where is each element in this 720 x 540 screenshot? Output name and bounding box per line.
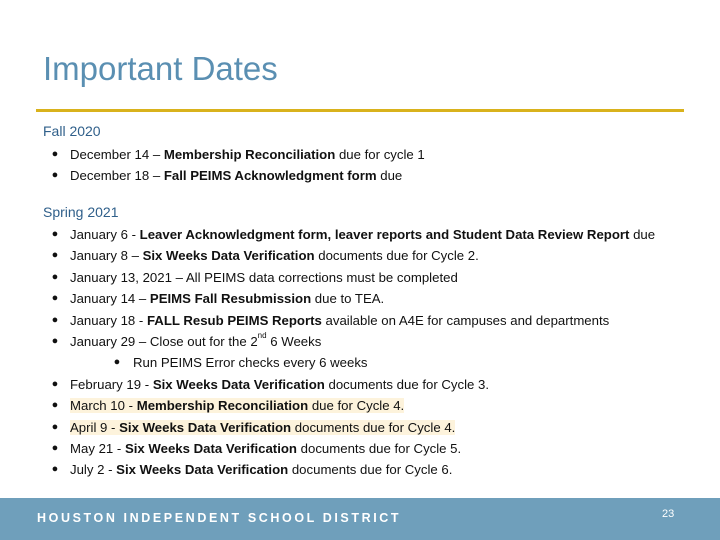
list-item: ● January 13, 2021 – All PEIMS data corrections must be completed bbox=[48, 267, 655, 288]
bullet-icon: ● bbox=[51, 249, 59, 262]
list-item: ● February 19 - Six Weeks Data Verification documents due for Cycle 3. bbox=[48, 374, 655, 395]
bullet-icon: ● bbox=[51, 228, 59, 240]
bullet-icon: ● bbox=[51, 270, 59, 283]
list-item: ● January 18 - FALL Resub PEIMS Reports available on A4E for campuses and departments bbox=[48, 310, 655, 331]
footer-bar bbox=[0, 498, 720, 540]
list-item: ● December 18 – Fall PEIMS Acknowledgment form due bbox=[48, 165, 425, 186]
list-item bbox=[48, 395, 655, 416]
bullet-icon: ● bbox=[51, 169, 59, 182]
bullet-icon: ● bbox=[113, 356, 121, 369]
bullet-icon: ● bbox=[51, 313, 59, 326]
bullet-icon: ● bbox=[51, 334, 59, 347]
bullet-icon: ● bbox=[51, 148, 59, 160]
list-item bbox=[48, 417, 655, 438]
list-item: ● July 2 - Six Weeks Data Verification documents due for Cycle 6. bbox=[48, 459, 655, 480]
page-title: Important Dates bbox=[43, 50, 278, 87]
footer-org-name: HOUSTON INDEPENDENT SCHOOL DISTRICT bbox=[37, 511, 402, 525]
sub-list-item: ● Run PEIMS Error checks every 6 weeks bbox=[48, 352, 655, 373]
list-item: ● January 29 – Close out for the 2nd 6 Weeks bbox=[48, 331, 655, 352]
fall-heading: Fall 2020 bbox=[43, 123, 101, 139]
bullet-icon: ● bbox=[51, 377, 59, 390]
fall-list bbox=[48, 144, 425, 187]
bullet-icon: ● bbox=[51, 463, 59, 476]
bullet-icon: ● bbox=[51, 292, 59, 305]
list-item: ● January 14 – PEIMS Fall Resubmission due to TEA. bbox=[48, 288, 655, 309]
list-item: ● January 8 – Six Weeks Data Verification documents due for Cycle 2. bbox=[48, 245, 655, 266]
highlighted-text: April 9 - Six Weeks Data Verification documents due for Cycle 4. bbox=[70, 419, 456, 435]
title-divider bbox=[36, 109, 684, 112]
list-item: ● December 14 – Membership Reconciliation due for cycle 1 bbox=[48, 144, 425, 165]
spring-heading: Spring 2021 bbox=[43, 204, 119, 220]
list-item: ● January 6 - Leaver Acknowledgment form, leaver reports and Student Data Review Report due bbox=[48, 224, 655, 245]
bullet-icon: ● bbox=[51, 441, 59, 454]
page-number: 23 bbox=[662, 508, 675, 520]
bullet-icon: ● bbox=[51, 399, 59, 412]
bullet-icon: ● bbox=[51, 420, 59, 433]
list-item: ● May 21 - Six Weeks Data Verification documents due for Cycle 5. bbox=[48, 438, 655, 459]
highlighted-text: March 10 - Membership Reconciliation due for Cycle 4. bbox=[70, 398, 405, 414]
spring-list bbox=[48, 224, 655, 481]
